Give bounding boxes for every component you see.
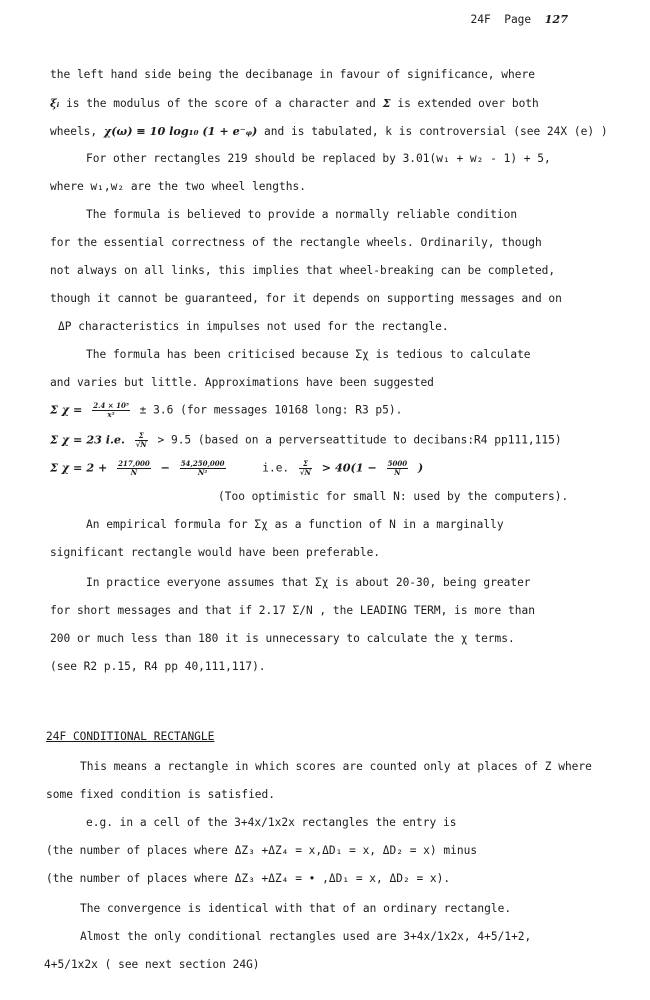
text-line: wheels, χ(ω) ≡ 10 log₁₀ (1 + e⁻ᵩ) and is tabulated, k is controversial (see 24X (e) ) — [50, 124, 608, 138]
formula-line: Σ χ = 23 i.e. $\frac{\Sigma}{√N}$ > 9.5 (based on a perverseattitude to decibans:R4 pp111,115) — [50, 431, 562, 449]
text-line: for short messages and that if 2.17 Σ/N , the LEADING TERM, is more than — [50, 604, 535, 617]
text-line: The formula has been criticised because Σχ is tedious to calculate — [86, 348, 531, 361]
text-line: e.g. in a cell of the 3+4x/1x2x rectangles the entry is — [86, 816, 457, 829]
text-line: An empirical formula for Σχ as a function of N in a marginally — [86, 518, 504, 531]
fraction: $\frac{217,000}{N}$ — [118, 459, 150, 477]
text-line: (the number of places where ΔZ₃ +ΔZ₄ = x,ΔD₁ = x, ΔD₂ = x) minus — [46, 844, 478, 857]
text-line: The formula is believed to provide a normally reliable condition — [86, 208, 518, 221]
text-line: and varies but little. Approximations have been suggested — [50, 376, 434, 389]
fraction: $\frac{5000}{N}$ — [387, 459, 408, 477]
fraction: $\frac{\Sigma}{√N}$ — [135, 431, 147, 449]
text-line: 4+5/1x2x ( see next section 24G) — [44, 958, 260, 971]
fraction: $\frac{\text{2.4 × 10⁵}}{\text{x²}}$ — [93, 401, 129, 419]
fraction: $\frac{54,250,000}{\text{N²}}$ — [180, 459, 225, 477]
chi-definition: χ(ω) ≡ 10 log₁₀ (1 + e⁻ᵩ) — [103, 124, 258, 138]
text-line: where w₁,w₂ are the two wheel lengths. — [50, 180, 306, 193]
text-line: the left hand side being the decibanage in favour of significance, where — [50, 68, 535, 81]
text-line: Almost the only conditional rectangles used are 3+4x/1x2x, 4+5/1+2, — [80, 930, 532, 943]
text-line: ξᵢ is the modulus of the score of a character and Σ is extended over both — [50, 96, 539, 110]
text-line: not always on all links, this implies that wheel-breaking can be completed, — [50, 264, 556, 277]
text-line: significant rectangle would have been preferable. — [50, 546, 381, 559]
page-header — [471, 12, 569, 26]
header-section: 24F — [470, 13, 491, 26]
text-line: In practice everyone assumes that Σχ is about 20-30, being greater — [86, 576, 531, 589]
text-line: The convergence is identical with that of an ordinary rectangle. — [80, 902, 512, 915]
text-line: for the essential correctness of the rectangle wheels. Ordinarily, though — [50, 236, 542, 249]
text-line: ΔP characteristics in impulses not used for the rectangle. — [58, 320, 449, 333]
header-page-label: Page — [504, 13, 532, 26]
formula-line: Σ χ = $\frac{\text{2.4 × 10⁵}}{\text{x²}}$ ± 3.6 (for messages 10168 long: R3 p5). — [50, 401, 403, 419]
text-line: This means a rectangle in which scores are counted only at places of Z where — [80, 760, 592, 773]
sigma-symbol: Σ — [382, 96, 391, 110]
text-line: though it cannot be guaranteed, for it depends on supporting messages and on — [50, 292, 562, 305]
text-line: 200 or much less than 180 it is unnecessary to calculate the χ terms. — [50, 632, 515, 645]
text-line: (see R2 p.15, R4 pp 40,111,117). — [50, 660, 266, 673]
text-line: some fixed condition is satisfied. — [46, 788, 276, 801]
text-line: (Too optimistic for small N: used by the computers). — [218, 490, 569, 503]
xi-symbol: ξᵢ — [50, 96, 60, 110]
text-line: For other rectangles 219 should be replaced by 3.01(w₁ + w₂ - 1) + 5, — [86, 152, 551, 165]
formula-line: Σ χ = 2 + $\frac{217,000}{N}$ − $\frac{54,250,000}{\text{N²}}$ i.e. $\frac{\Sigma}{√N}$ > 40(1 − $\frac{5000}{N}$ ) — [50, 459, 424, 477]
header-page-number: 127 — [544, 12, 568, 26]
fraction: $\frac{\Sigma}{√N}$ — [299, 459, 311, 477]
text-line: (the number of places where ΔZ₃ +ΔZ₄ = • ,ΔD₁ = x, ΔD₂ = x). — [46, 872, 451, 885]
section-title: 24F CONDITIONAL RECTANGLE — [46, 730, 215, 743]
